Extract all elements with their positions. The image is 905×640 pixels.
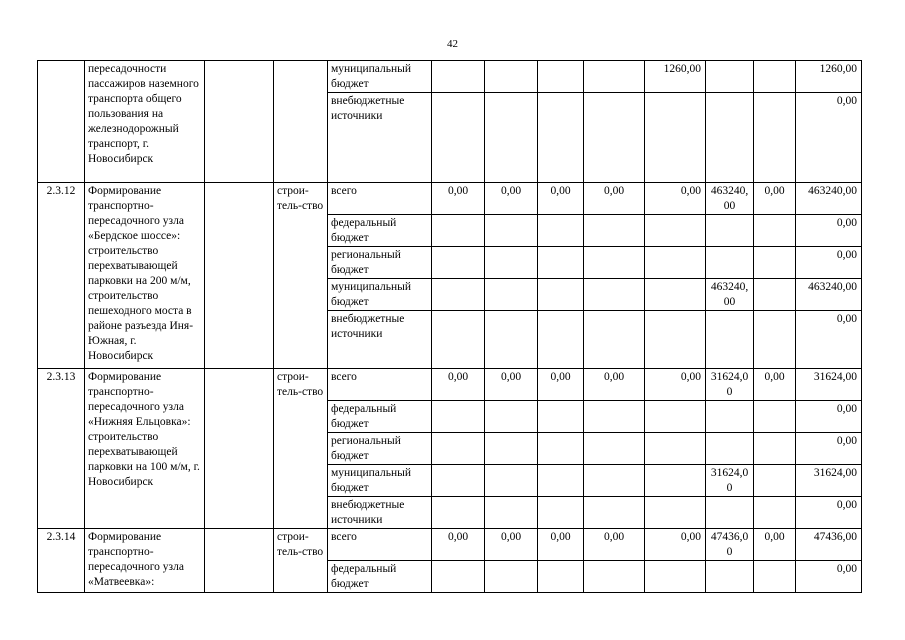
value-cell [754,311,796,369]
work-type: строи-тель-ство [274,529,328,593]
value-cell [485,561,538,593]
value-cell [432,93,485,183]
value-cell [584,215,645,247]
value-cell [432,561,485,593]
work-type: строи-тель-ство [274,183,328,369]
value-cell [584,247,645,279]
work-type: строи-тель-ство [274,369,328,529]
page-number: 42 [447,38,458,50]
value-cell: 1260,00 [645,61,706,93]
value-cell [645,561,706,593]
value-cell: 1260,00 [796,61,862,93]
table-row [38,183,862,215]
value-cell [485,61,538,93]
value-cell: 0,00 [432,369,485,401]
value-cell [538,465,584,497]
empty-cell [205,529,274,593]
funding-source: всего [328,369,432,401]
value-cell [485,247,538,279]
value-cell [485,433,538,465]
value-cell: 0,00 [796,93,862,183]
value-cell: 463240,00 [796,279,862,311]
funding-source: региональный бюджет [328,247,432,279]
value-cell [538,247,584,279]
value-cell [706,247,754,279]
value-cell [538,279,584,311]
value-cell: 0,00 [754,183,796,215]
value-cell [538,93,584,183]
value-cell: 0,00 [796,401,862,433]
empty-cell [205,369,274,529]
value-cell [584,401,645,433]
row-code: 2.3.13 [38,369,85,529]
value-cell [706,561,754,593]
value-cell [754,433,796,465]
measure-name: пересадочности пассажиров наземного транспорта общего пользования на железнодорожный транспорт, г. Новосибирск [85,61,205,183]
value-cell [432,433,485,465]
funding-source: муниципальный бюджет [328,465,432,497]
funding-source: федеральный бюджет [328,215,432,247]
value-cell: 463240,00 [706,183,754,215]
value-cell [754,561,796,593]
value-cell [645,465,706,497]
value-cell: 31624,00 [796,465,862,497]
funding-source: внебюджетные источники [328,93,432,183]
value-cell [645,401,706,433]
value-cell: 0,00 [584,183,645,215]
value-cell: 0,00 [796,215,862,247]
value-cell: 0,00 [796,561,862,593]
value-cell: 0,00 [538,529,584,561]
value-cell [706,61,754,93]
empty-cell [205,61,274,183]
value-cell: 0,00 [432,183,485,215]
value-cell [538,311,584,369]
row-code: 2.3.14 [38,529,85,593]
value-cell: 0,00 [645,529,706,561]
value-cell [485,401,538,433]
value-cell [538,433,584,465]
value-cell [754,215,796,247]
value-cell [645,279,706,311]
value-cell [432,61,485,93]
value-cell [432,497,485,529]
value-cell [538,401,584,433]
value-cell [485,497,538,529]
value-cell: 0,00 [645,183,706,215]
value-cell: 0,00 [796,433,862,465]
value-cell [432,247,485,279]
funding-source: всего [328,183,432,215]
value-cell: 463240,00 [796,183,862,215]
value-cell [754,401,796,433]
table-row [38,61,862,93]
value-cell [584,465,645,497]
value-cell [754,497,796,529]
value-cell [538,215,584,247]
funding-table [37,60,862,593]
value-cell [754,279,796,311]
funding-source: всего [328,529,432,561]
value-cell: 31624,00 [706,369,754,401]
value-cell [584,311,645,369]
value-cell [485,215,538,247]
value-cell [706,215,754,247]
value-cell [538,497,584,529]
value-cell [432,465,485,497]
measure-name: Формирование транспортно-пересадочного узла «Бердское шоссе»: строительство перехватывающей парковки на 200 м/м, строительство пешеходного моста в районе разъезда Иня-Южная, г. Новосибирск [85,183,205,369]
value-cell [754,93,796,183]
value-cell: 0,00 [538,369,584,401]
value-cell [645,93,706,183]
value-cell: 0,00 [485,183,538,215]
value-cell [432,215,485,247]
value-cell: 0,00 [645,369,706,401]
table-row [38,369,862,401]
value-cell [584,61,645,93]
value-cell: 0,00 [584,529,645,561]
value-cell: 31624,00 [796,369,862,401]
value-cell: 0,00 [485,529,538,561]
value-cell: 31624,00 [706,465,754,497]
value-cell [645,247,706,279]
value-cell [706,93,754,183]
measure-name: Формирование транспортно-пересадочного узла «Матвеевка»: [85,529,205,593]
empty-cell [205,183,274,369]
value-cell: 0,00 [796,497,862,529]
value-cell [584,93,645,183]
value-cell: 0,00 [796,247,862,279]
table-row [38,529,862,561]
value-cell [706,311,754,369]
row-code [38,61,85,183]
funding-source: региональный бюджет [328,433,432,465]
value-cell: 0,00 [432,529,485,561]
value-cell: 0,00 [754,369,796,401]
value-cell [645,433,706,465]
value-cell: 0,00 [485,369,538,401]
value-cell [538,561,584,593]
value-cell: 47436,00 [796,529,862,561]
funding-source: внебюджетные источники [328,497,432,529]
value-cell [584,279,645,311]
value-cell [754,247,796,279]
value-cell [754,61,796,93]
value-cell [485,465,538,497]
value-cell [706,433,754,465]
measure-name: Формирование транспортно-пересадочного узла «Нижняя Ельцовка»: строительство перехватывающей парковки на 100 м/м, г. Новосибирск [85,369,205,529]
value-cell [706,401,754,433]
row-code: 2.3.12 [38,183,85,369]
funding-source: муниципальный бюджет [328,279,432,311]
value-cell [754,465,796,497]
value-cell [645,497,706,529]
value-cell: 47436,00 [706,529,754,561]
value-cell: 0,00 [754,529,796,561]
value-cell: 463240,00 [706,279,754,311]
value-cell [432,311,485,369]
funding-source: внебюджетные источники [328,311,432,369]
funding-source: федеральный бюджет [328,401,432,433]
value-cell [706,497,754,529]
funding-source: муниципальный бюджет [328,61,432,93]
value-cell [485,93,538,183]
value-cell [645,215,706,247]
value-cell [538,61,584,93]
value-cell [584,561,645,593]
value-cell [432,279,485,311]
value-cell [584,497,645,529]
value-cell: 0,00 [584,369,645,401]
value-cell [584,433,645,465]
value-cell [485,279,538,311]
value-cell [432,401,485,433]
value-cell: 0,00 [538,183,584,215]
value-cell [645,311,706,369]
work-type [274,61,328,183]
funding-source: федеральный бюджет [328,561,432,593]
value-cell [485,311,538,369]
value-cell: 0,00 [796,311,862,369]
